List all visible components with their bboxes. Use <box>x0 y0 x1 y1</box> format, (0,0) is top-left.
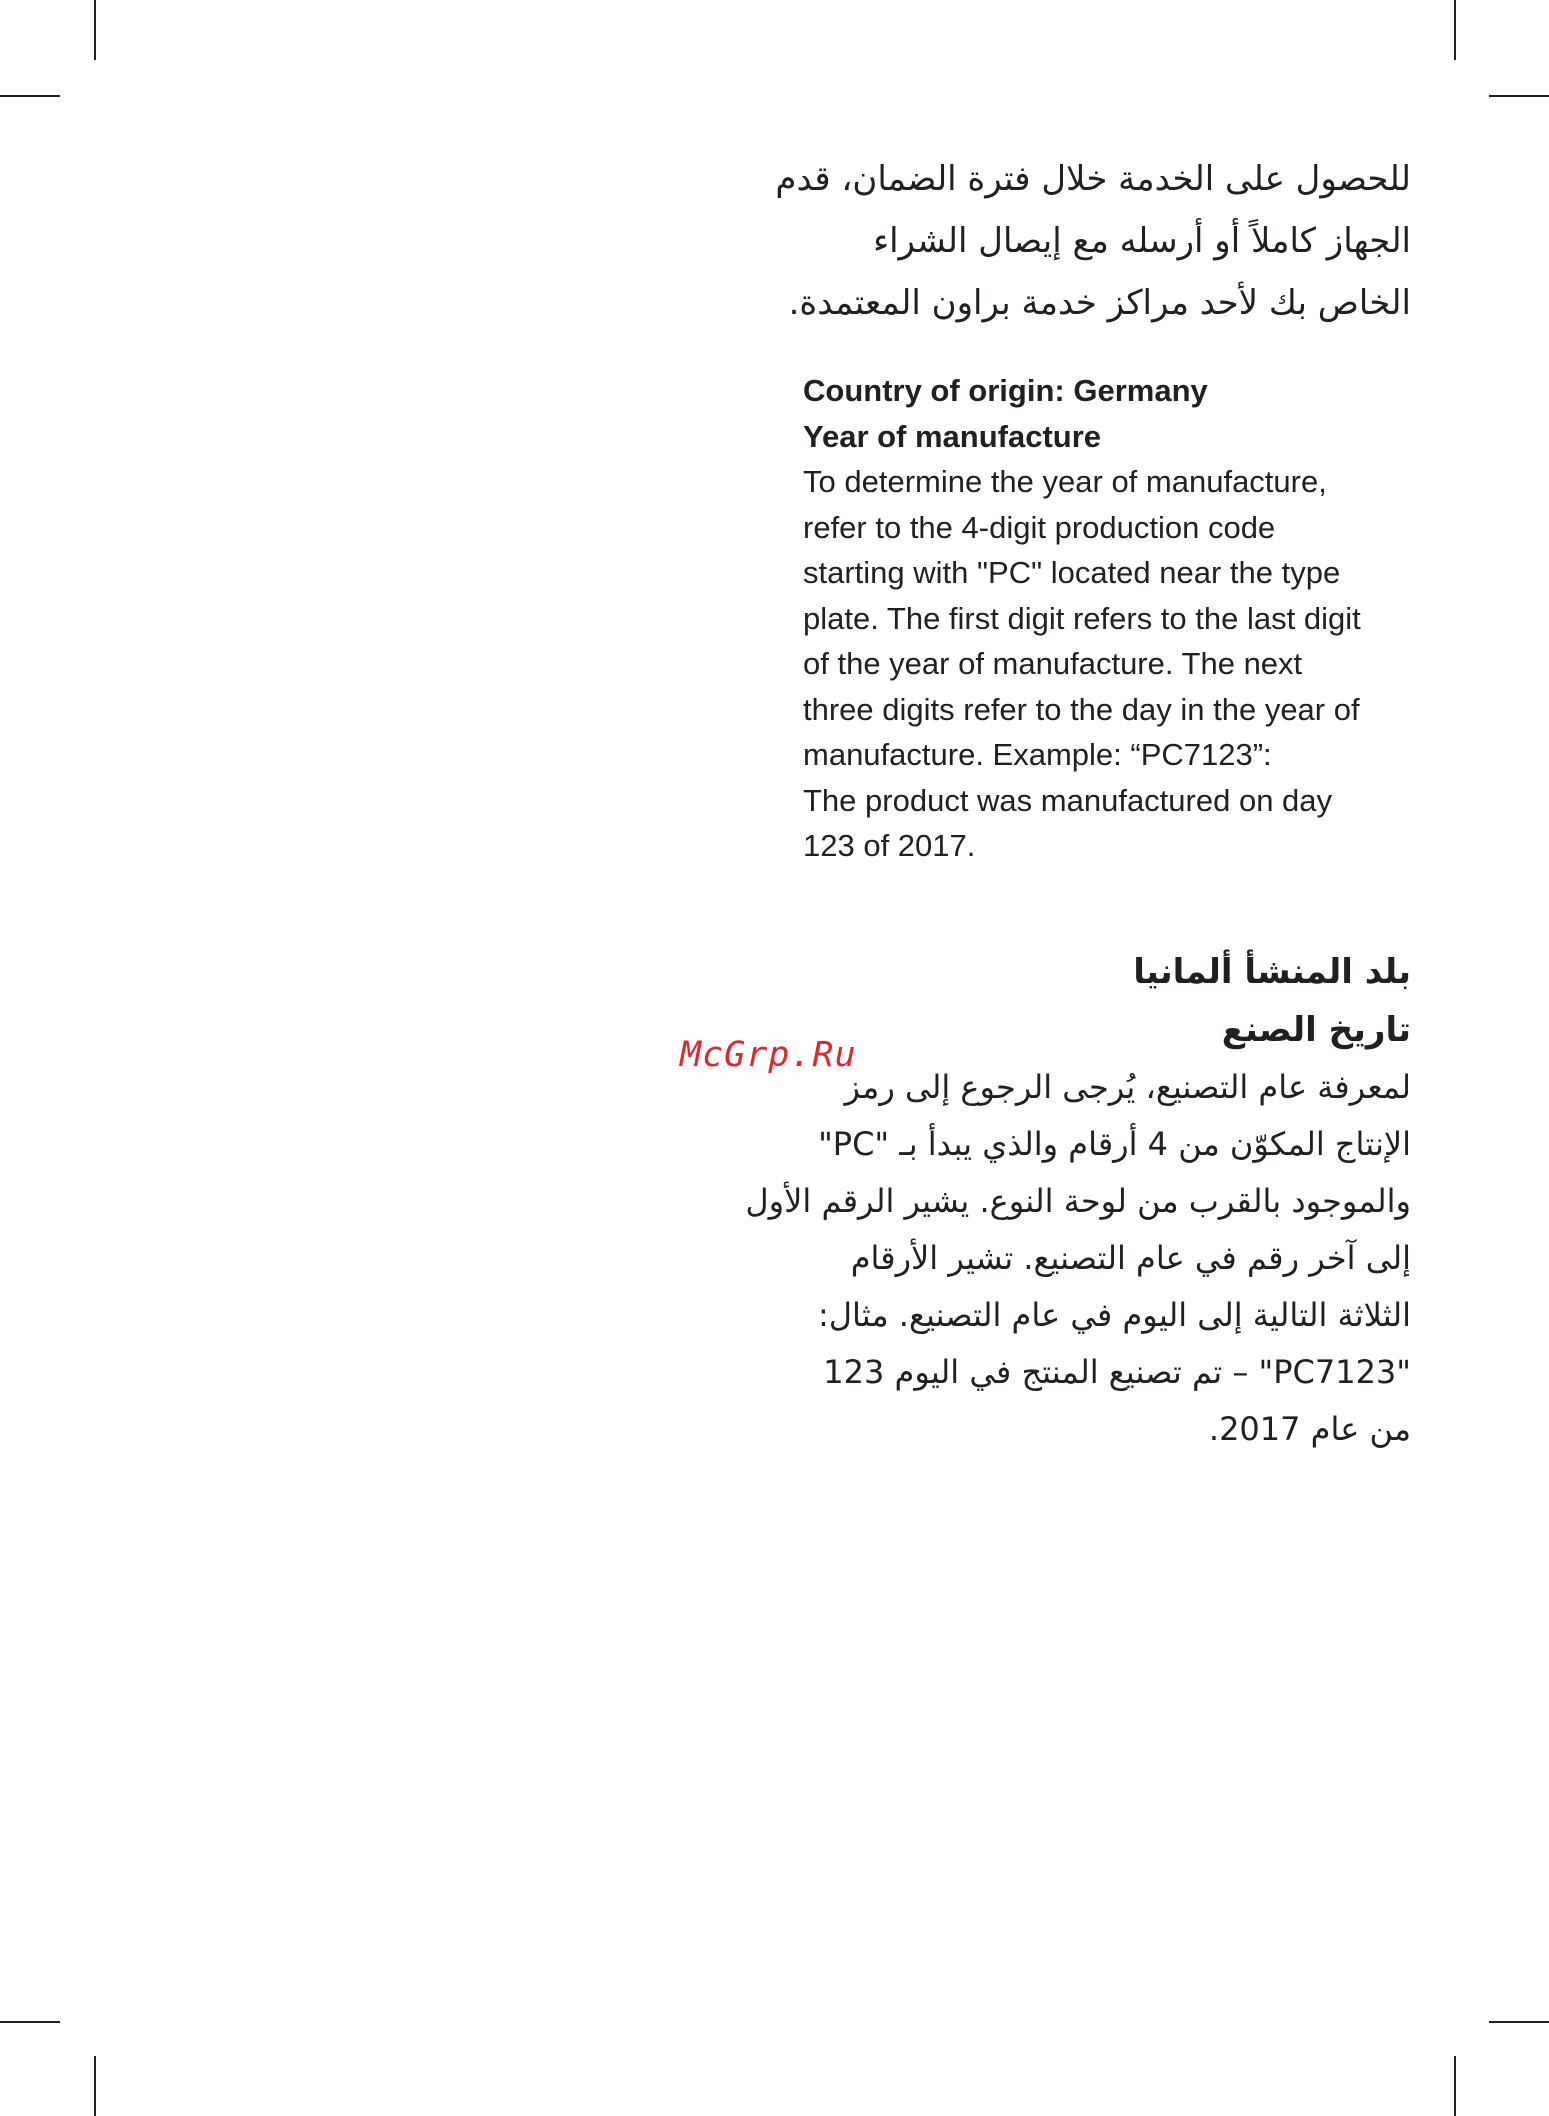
arabic-warranty-paragraph <box>775 148 1411 334</box>
arabic-warranty-line: الخاص بك لأحد مراكز خدمة براون المعتمدة. <box>788 283 1411 323</box>
arabic-origin-line: لمعرفة عام التصنيع، يُرجى الرجوع إلى رمز <box>844 1068 1411 1106</box>
crop-mark-top-right-horizontal <box>1489 95 1549 97</box>
crop-mark-top-left-vertical <box>94 0 96 60</box>
arabic-origin-line: من عام 2017. <box>1208 1410 1411 1448</box>
watermark-text: McGrp.Ru <box>680 1035 857 1075</box>
english-body-line: refer to the 4-digit production code <box>803 509 1276 545</box>
crop-mark-top-right-vertical <box>1454 0 1456 60</box>
arabic-warranty-line: للحصول على الخدمة خلال فترة الضمان، قدم <box>775 159 1411 199</box>
arabic-origin-line: الثلاثة التالية إلى اليوم في عام التصنيع. مثال: <box>818 1296 1411 1334</box>
arabic-origin-line: الإنتاج المكوّن من 4 أرقام والذي يبدأ بـ "PC" <box>818 1125 1411 1163</box>
crop-mark-bottom-left-horizontal <box>0 2021 60 2023</box>
english-body-line: plate. The first digit refers to the last digit <box>803 600 1361 636</box>
english-body-line: starting with "PC" located near the type <box>803 555 1341 590</box>
english-body-line: of the year of manufacture. The next <box>803 646 1303 681</box>
arabic-year-of-manufacture-heading: تاريخ الصنع <box>1221 1010 1411 1050</box>
english-body-line: manufacture. Example: “PC7123”: <box>803 737 1272 772</box>
crop-mark-bottom-right-vertical <box>1454 2056 1456 2116</box>
arabic-country-of-origin-heading: بلد المنشأ ألمانيا <box>1133 952 1411 992</box>
english-body-line: 123 of 2017. <box>803 828 976 863</box>
country-of-origin-heading: Country of origin: Germany <box>803 373 1208 408</box>
english-body-line: The product was manufactured on day <box>803 782 1333 818</box>
year-of-manufacture-heading: Year of manufacture <box>803 418 1102 454</box>
arabic-warranty-line: الجهاز كاملاً أو أرسله مع إيصال الشراء <box>873 221 1411 261</box>
english-origin-section <box>803 368 1411 869</box>
crop-mark-bottom-left-vertical <box>94 2056 96 2116</box>
english-body-line: three digits refer to the day in the year of <box>803 691 1360 727</box>
english-body-line: To determine the year of manufacture, <box>803 464 1327 499</box>
arabic-origin-body <box>745 1059 1411 1458</box>
arabic-origin-line: إلى آخر رقم في عام التصنيع. تشير الأرقام <box>850 1239 1411 1277</box>
arabic-origin-line: "PC7123" – تم تصنيع المنتج في اليوم 123 <box>823 1353 1411 1391</box>
crop-mark-top-left-horizontal <box>0 95 60 97</box>
crop-mark-bottom-right-horizontal <box>1489 2021 1549 2023</box>
arabic-origin-line: والموجود بالقرب من لوحة النوع. يشير الرقم الأول <box>745 1182 1411 1220</box>
